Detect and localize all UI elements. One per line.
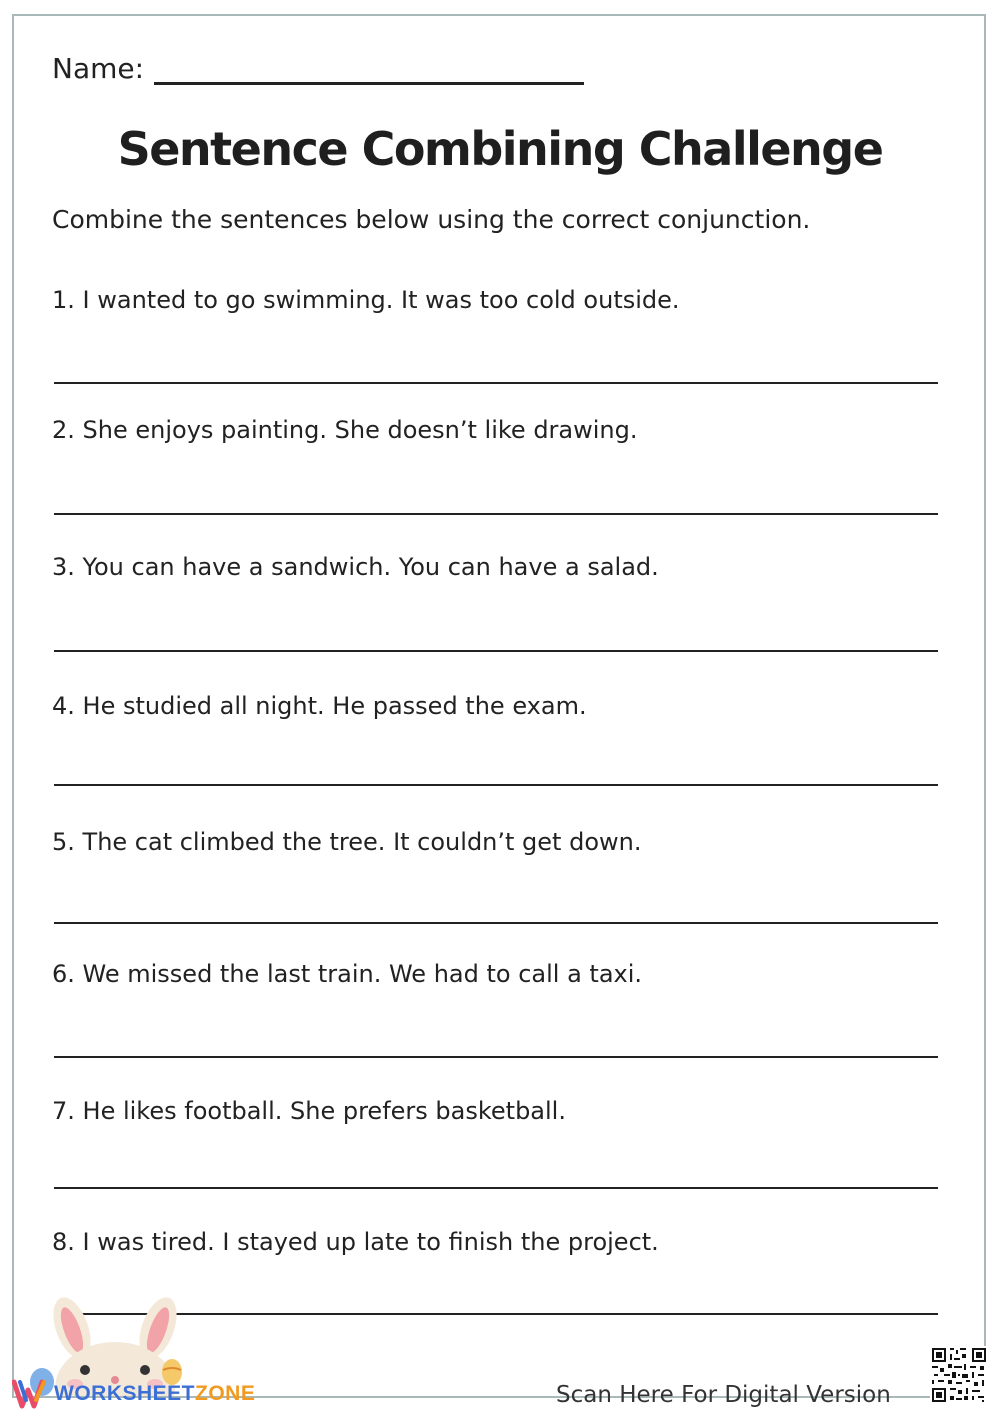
answer-line-2[interactable] — [54, 513, 938, 515]
answer-line-3[interactable] — [54, 650, 938, 652]
worksheet-title: Sentence Combining Challenge — [117, 122, 883, 176]
logo-text-worksheet: WORKSHEET — [54, 1382, 195, 1405]
answer-line-6[interactable] — [54, 1056, 938, 1058]
answer-line-7[interactable] — [54, 1187, 938, 1189]
name-field-line[interactable] — [154, 52, 584, 85]
scan-instructions: Scan Here For Digital Version — [556, 1382, 891, 1408]
answer-line-5[interactable] — [54, 922, 938, 924]
logo-text — [54, 1382, 255, 1406]
answer-line-4[interactable] — [54, 784, 938, 786]
question-8: 8. I was tired. I stayed up late to finish the project. — [52, 1228, 659, 1256]
instructions: Combine the sentences below using the correct conjunction. — [52, 205, 811, 234]
question-3: 3. You can have a sandwich. You can have a salad. — [52, 553, 659, 581]
question-7: 7. He likes football. She prefers basketball. — [52, 1097, 566, 1125]
question-2: 2. She enjoys painting. She doesn’t like drawing. — [52, 416, 638, 444]
qr-code-icon[interactable] — [930, 1346, 988, 1404]
answer-line-1[interactable] — [54, 382, 938, 384]
worksheet-zone-logo — [12, 1376, 255, 1412]
logo-text-zone: ZONE — [195, 1382, 256, 1405]
name-label: Name: — [52, 52, 145, 85]
question-1: 1. I wanted to go swimming. It was too cold outside. — [52, 286, 680, 314]
question-5: 5. The cat climbed the tree. It couldn’t get down. — [52, 828, 642, 856]
name-row — [52, 52, 584, 85]
w-logo-icon — [12, 1378, 50, 1410]
question-6: 6. We missed the last train. We had to call a taxi. — [52, 960, 643, 988]
question-4: 4. He studied all night. He passed the exam. — [52, 692, 587, 720]
